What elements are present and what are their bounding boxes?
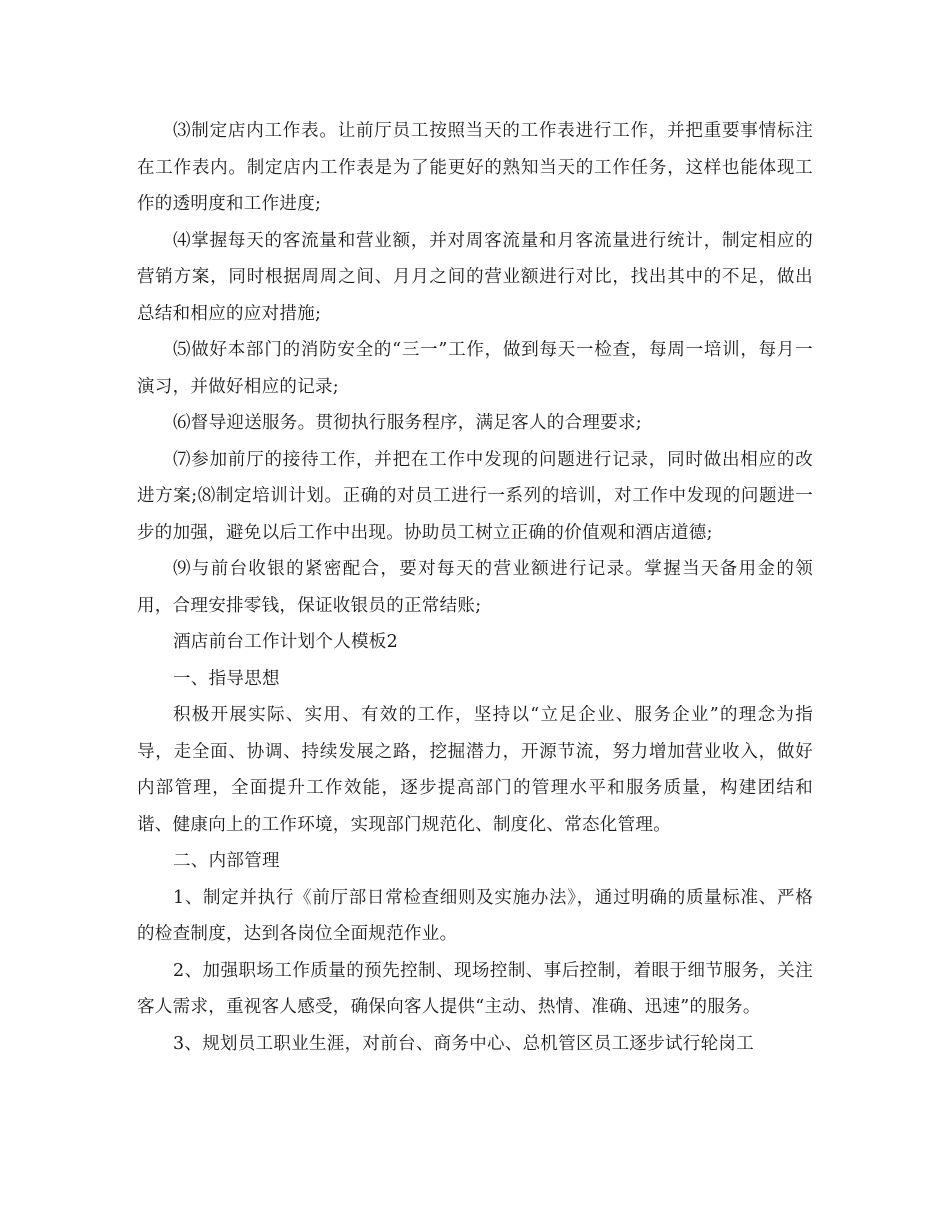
paragraph-item-6: ⑹督导迎送服务。贯彻执行服务程序，满足客人的合理要求;: [173, 413, 642, 433]
paragraph-management-1: 1、制定并执行《前厅部日常检查细则及实施办法》，通过明确的质量标准、严格的检查制度，达到各岗位全面规范作业。: [137, 887, 813, 944]
section-title: 酒店前台工作计划个人模板2: [173, 632, 399, 652]
heading-internal-management: 二、内部管理: [173, 851, 280, 871]
paragraph-item-5: ⑸做好本部门的消防安全的“三一”工作，做到每天一检查，每周一培训，每月一演习，并做好相应的记录;: [137, 340, 813, 397]
paragraph-item-9: ⑼与前台收银的紧密配合，要对每天的营业额进行记录。掌握当天备用金的领用，合理安排零钱，保证收银员的正常结账;: [137, 559, 813, 616]
paragraph-management-3: 3、规划员工职业生涯，对前台、商务中心、总机管区员工逐步试行轮岗工: [173, 1033, 755, 1054]
paragraph-item-7-8: ⑺参加前厅的接待工作，并把在工作中发现的问题进行记录，同时做出相应的改进方案;⑻制定培训计划。正确的对员工进行一系列的培训，对工作中发现的问题进一步的加强，避免以后工作中出现。协助员工树立正确的价值观和酒店道德;: [137, 449, 813, 543]
paragraph-management-2: 2、加强职场工作质量的预先控制、现场控制、事后控制，着眼于细节服务，关注客人需求，重视客人感受，确保向客人提供“主动、热情、准确、迅速”的服务。: [137, 960, 813, 1017]
paragraph-item-3: ⑶制定店内工作表。让前厅员工按照当天的工作表进行工作，并把重要事情标注在工作表内。制定店内工作表是为了能更好的熟知当天的工作任务，这样也能体现工作的透明度和工作进度;: [137, 121, 813, 214]
heading-guiding-thought: 一、指导思想: [173, 668, 280, 689]
document-body: [137, 113, 813, 1062]
paragraph-item-4: ⑷掌握每天的客流量和营业额，并对周客流量和月客流量进行统计，制定相应的营销方案，同时根据周周之间、月月之间的营业额进行对比，找出其中的不足，做出总结和相应的应对措施;: [137, 230, 813, 324]
paragraph-guiding-thought: 积极开展实际、实用、有效的工作，坚持以“立足企业、服务企业”的理念为指导，走全面、协调、持续发展之路，挖掘潜力，开源节流，努力增加营业收入，做好内部管理，全面提升工作效能，逐步提高部门的管理水平和服务质量，构建团结和谐、健康向上的工作环境，实现部门规范化、制度化、常态化管理。: [137, 705, 813, 835]
